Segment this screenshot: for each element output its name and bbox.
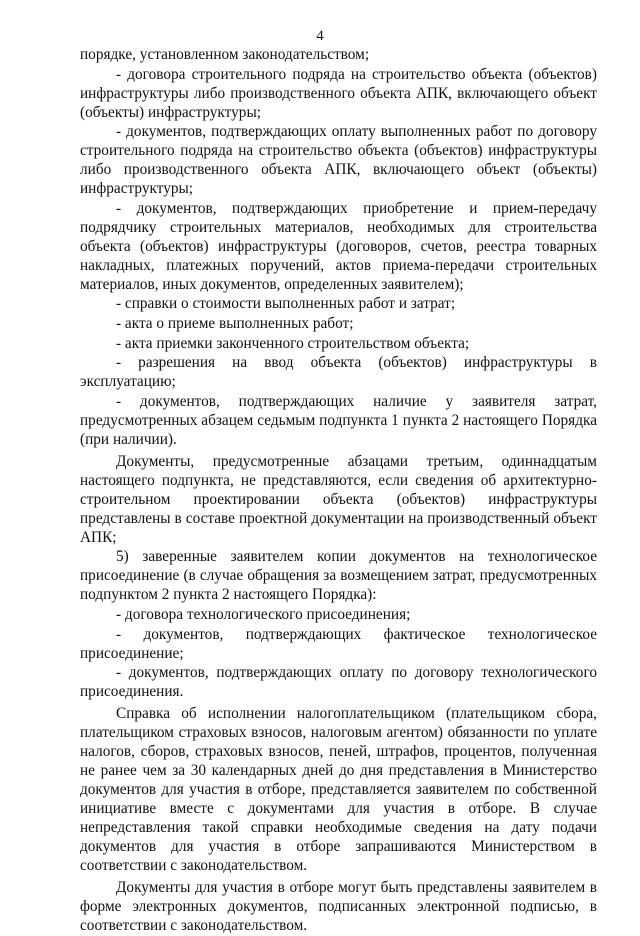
list-item: - договора технологического присоединения; xyxy=(116,605,411,623)
list-item: - документов, подтверждающих наличие у заявителя затрат, предусмотренных абзацем седьмым подпункта 1 пункта 2 настоящего Порядка (при наличии). xyxy=(80,392,597,448)
list-item: - документов, подтверждающих оплату выполненных работ по договору строительного подряда на строительство объекта (объектов) инфраструктуры либо производственного объекта АПК, включающего объект (объекты) инфраструктуры; xyxy=(80,123,597,198)
list-item: - акта приемки законченного строительством объекта; xyxy=(116,334,470,352)
list-item: - документов, подтверждающих приобретение и прием-передачу подрядчику строительных материалов, необходимых для строительства объекта (объектов) инфраструктуры (договоров, счетов, реестра товарных накладных, платежных поручений, актов приема-передачи строительных материалов, иных документов, определенных заявителем); xyxy=(80,199,597,293)
list-item: - акта о приеме выполненных работ; xyxy=(116,314,354,332)
list-item: - разрешения на ввод объекта (объектов) инфраструктуры в эксплуатацию; xyxy=(80,354,597,391)
list-item: - справки о стоимости выполненных работ и затрат; xyxy=(116,295,456,313)
subpoint: 5) заверенные заявителем копии документов на технологическое присоединение (в случае обращения за возмещением затрат, предусмотренных подпунктом 2 пункта 2 настоящего Порядка): xyxy=(80,548,597,604)
paragraph: Документы, предусмотренные абзацами третьим, одиннадцатым настоящего подпункта, не представляются, если сведения об архитектурно-строительном проектировании объекта (объектов) инфраструктуры представлены в составе проектной документации на производственный объект АПК; xyxy=(80,452,597,546)
paragraph-continuation: порядке, установленном законодательством; xyxy=(80,46,370,63)
document-body xyxy=(80,45,597,936)
list-item: - документов, подтверждающих оплату по договору технологического присоединения. xyxy=(80,664,597,701)
list-item: - договора строительного подряда на строительство объекта (объектов) инфраструктуры либо производственного объекта АПК, включающего объект (объекты) инфраструктуры; xyxy=(80,65,597,121)
paragraph: Справка об исполнении налогоплательщиком (плательщиком сбора, плательщиком страховых взносов, налоговым агентом) обязанности по уплате налогов, сборов, страховых взносов, пеней, штрафов, процентов, полученная не ранее чем за 30 календарных дней до дня представления в Министерство документов для участия в отборе, представляется заявителем по собственной инициативе вместе с документами для участия в отборе. В случае непредставления такой справки необходимые сведения на дату подачи документов для участия в отборе запрашиваются Министерством в соответствии с законодательством. xyxy=(80,705,597,875)
list-item: - документов, подтверждающих фактическое технологическое присоединение; xyxy=(80,625,597,662)
paragraph: Документы для участия в отборе могут быть представлены заявителем в форме электронных документов, подписанных электронной подписью, в соответствии с законодательством. xyxy=(80,879,597,935)
page-number: 4 xyxy=(316,28,324,44)
